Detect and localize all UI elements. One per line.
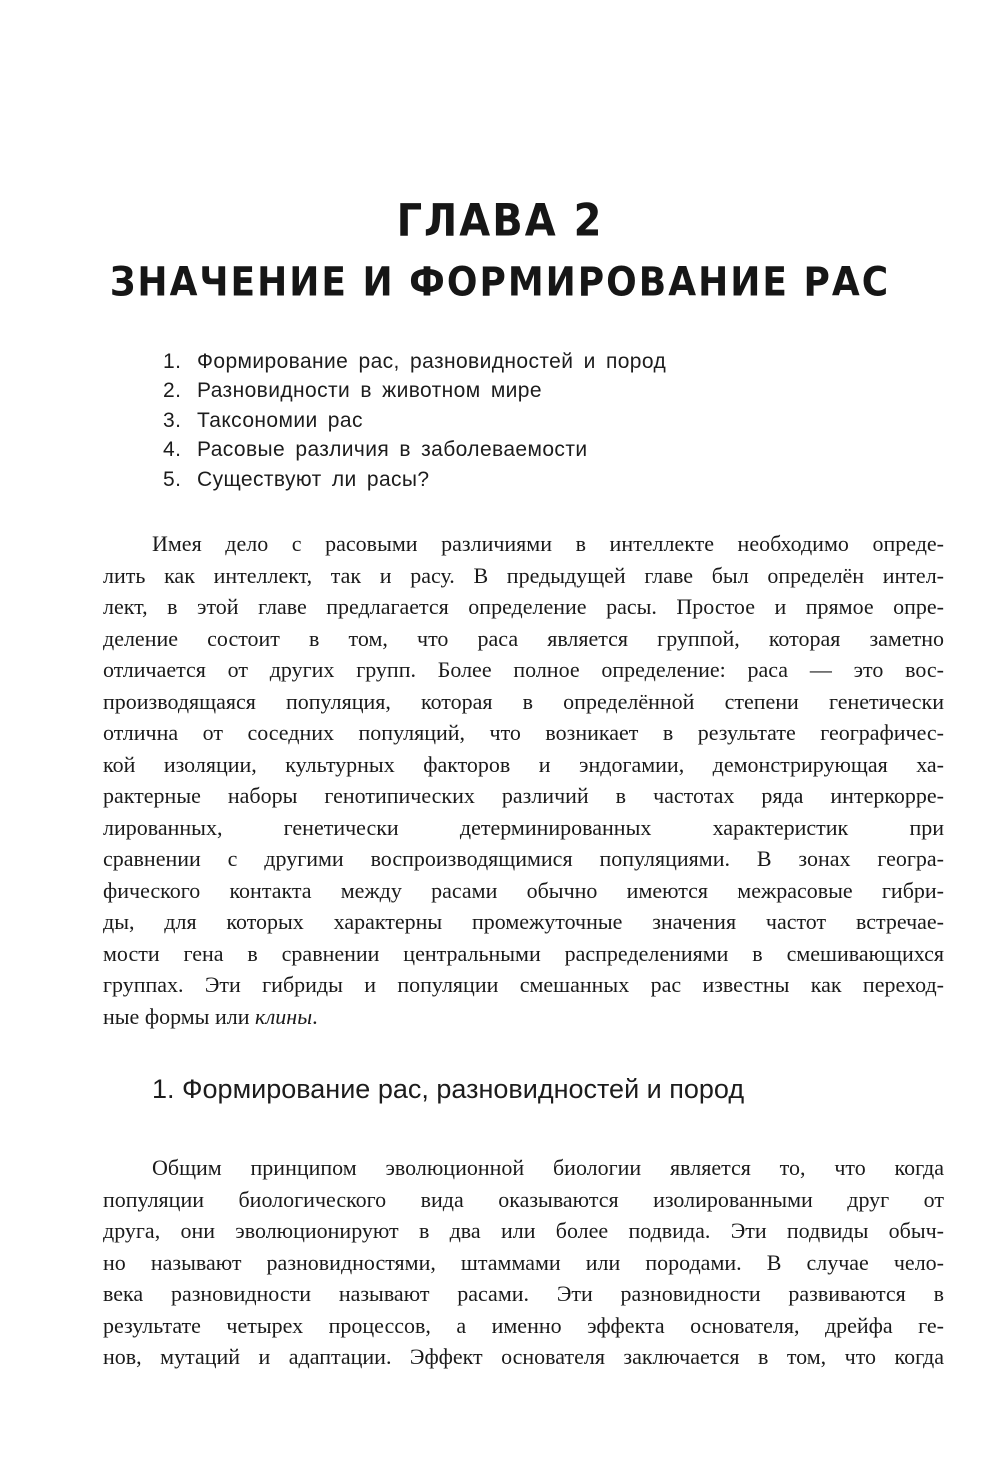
text-line: нов, мутаций и адаптации. Эффект основателя заключается в том, что когда xyxy=(103,1344,944,1369)
text-line: Имея дело с расовыми различиями в интеллекте необходимо опреде- xyxy=(152,531,944,556)
contents-item: 1. Формирование рас, разновидностей и пород xyxy=(163,350,667,373)
text-line: мости гена в сравнении центральными распределениями в смешивающихся xyxy=(103,940,944,966)
text-line: Общим принципом эволюционной биологии является то, что когда xyxy=(152,1155,944,1180)
text-line: века разновидности называют расами. Эти разновидности развиваются в xyxy=(103,1281,944,1306)
text-line: но называют разновидностями, штаммами или породами. В случае чело- xyxy=(103,1249,944,1275)
text-line: лированных, генетически детерминированных характеристик при xyxy=(103,814,944,840)
text-line: рактерные наборы генотипических различий в частотах ряда интеркорре- xyxy=(103,783,944,808)
text-line: популяции биологического вида оказываются изолированными друг от xyxy=(103,1186,944,1212)
text-line: кой изоляции, культурных факторов и эндогамии, демонстрирующая ха- xyxy=(103,751,944,777)
text-line: друга, они эволюционируют в два или более подвида. Эти подвиды обыч- xyxy=(103,1218,944,1243)
text-line: результате четырех процессов, а именно эффекта основателя, дрейфа ге- xyxy=(103,1312,944,1338)
chapter-contents-list xyxy=(163,347,666,494)
text-line: ды, для которых характерны промежуточные значения частот встречае- xyxy=(103,909,944,934)
contents-item: 3. Таксономии рас xyxy=(163,408,363,432)
text-line: отличается от других групп. Более полное определение: раса — это вос- xyxy=(103,657,944,682)
text-line: отлична от соседних популяций, что возникает в результате географичес- xyxy=(103,720,944,745)
text-line: ные формы или клины. xyxy=(103,1003,318,1029)
chapter-title: ЗНАЧЕНИЕ И ФОРМИРОВАНИЕ РАС xyxy=(109,259,891,306)
contents-item: 5. Существуют ли расы? xyxy=(163,467,430,491)
text-line: сравнении с другими воспроизводящимися популяциями. В зонах геогра- xyxy=(103,846,944,871)
contents-item: 4. Расовые различия в заболеваемости xyxy=(163,438,588,462)
chapter-label: ГЛАВА 2 xyxy=(396,195,604,247)
text-line: лект, в этой главе предлагается определение расы. Простое и прямое опре- xyxy=(103,594,944,619)
contents-item: 2. Разновидности в животном мире xyxy=(163,379,542,403)
text-line: деление состоит в том, что раса является группой, которая заметно xyxy=(103,625,944,651)
section-paragraph xyxy=(103,1152,944,1373)
text-line: фического контакта между расами обычно имеются межрасовые гибри- xyxy=(103,877,944,903)
text-line: производящаяся популяция, которая в определённой степени генетически xyxy=(103,688,944,714)
section-heading: 1. Формирование рас, разновидностей и пород xyxy=(152,1074,745,1104)
term-clines: клины xyxy=(254,1003,313,1029)
intro-paragraph xyxy=(103,528,944,1032)
text-line: группах. Эти гибриды и популяции смешанных рас известны как переход- xyxy=(103,972,944,997)
text-line: лить как интеллект, так и расу. В предыдущей главе был определён интел- xyxy=(103,562,944,588)
